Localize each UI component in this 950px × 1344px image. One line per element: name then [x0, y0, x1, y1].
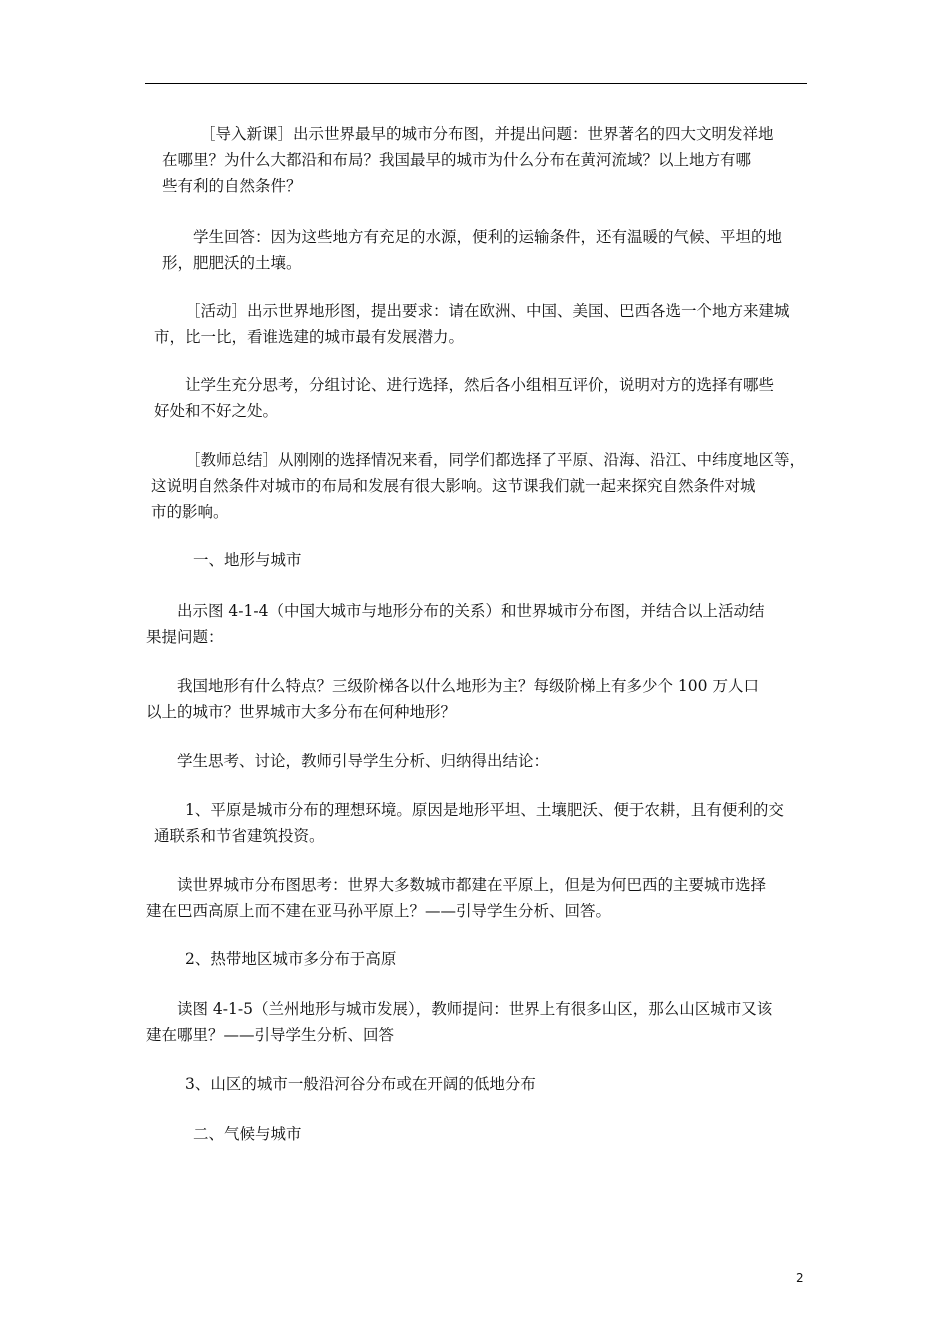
paragraph-questions-line-1: 我国地形有什么特点？三级阶梯各以什么地形为主？每级阶梯上有多少个 100 万人口: [177, 677, 759, 695]
paragraph-teacher-summary-line-3: 市的影响。: [151, 503, 229, 521]
paragraph-tropical-plateau: 2、热带地区城市多分布于高原: [185, 950, 397, 968]
paragraph-discussion-line-1: 让学生充分思考，分组讨论、进行选择，然后各小组相互评价，说明对方的选择有哪些: [185, 376, 775, 394]
paragraph-questions-line-2: 以上的城市？世界城市大多分布在何种地形？: [146, 703, 457, 721]
page-number: 2: [796, 1271, 804, 1285]
paragraph-intro-line-1: ［导入新课］出示世界最早的城市分布图，并提出问题：世界著名的四大文明发祥地: [200, 125, 774, 143]
paragraph-brazil-line-2: 建在巴西高原上而不建在亚马孙平原上？——引导学生分析、回答。: [146, 902, 612, 920]
section-heading-climate: 二、气候与城市: [193, 1125, 302, 1143]
paragraph-plain-line-2: 通联系和节省建筑投资。: [154, 827, 325, 845]
paragraph-student-thinking: 学生思考、讨论，教师引导学生分析、归纳得出结论：: [177, 752, 550, 770]
paragraph-intro-line-2: 在哪里？为什么大都沿和布局？我国最早的城市为什么分布在黄河流域？以上地方有哪: [162, 151, 752, 169]
paragraph-activity-line-2: 市，比一比，看谁选建的城市最有发展潜力。: [154, 328, 465, 346]
paragraph-intro-line-3: 些有利的自然条件？: [162, 177, 302, 195]
paragraph-discussion-line-2: 好处和不好之处。: [154, 402, 279, 420]
header-rule: [145, 83, 807, 84]
paragraph-figure-4-1-5-line-1: 读图 4-1-5（兰州地形与城市发展），教师提问：世界上有很多山区，那么山区城市又该: [177, 1000, 773, 1018]
paragraph-figure-4-1-4-line-2: 果提问题：: [146, 628, 224, 646]
paragraph-figure-4-1-5-line-2: 建在哪里？——引导学生分析、回答: [146, 1026, 395, 1044]
paragraph-student-answer-line-2: 形，肥肥沃的土壤。: [162, 254, 302, 272]
paragraph-figure-4-1-4-line-1: 出示图 4-1-4（中国大城市与地形分布的关系）和世界城市分布图，并结合以上活动结: [177, 602, 765, 620]
paragraph-teacher-summary-line-1: ［教师总结］从刚刚的选择情况来看，同学们都选择了平原、沿海、沿江、中纬度地区等，: [185, 451, 806, 469]
section-heading-terrain: 一、地形与城市: [193, 551, 302, 569]
paragraph-activity-line-1: ［活动］出示世界地形图，提出要求：请在欧洲、中国、美国、巴西各选一个地方来建城: [185, 302, 790, 320]
paragraph-plain-line-1: 1、平原是城市分布的理想环境。原因是地形平坦、土壤肥沃、便于农耕，且有便利的交: [185, 801, 784, 819]
paragraph-teacher-summary-line-2: 这说明自然条件对城市的布局和发展有很大影响。这节课我们就一起来探究自然条件对城: [151, 477, 756, 495]
paragraph-mountain-cities: 3、山区的城市一般沿河谷分布或在开阔的低地分布: [185, 1075, 536, 1093]
paragraph-student-answer-line-1: 学生回答：因为这些地方有充足的水源，便利的运输条件，还有温暖的气候、平坦的地: [193, 228, 783, 246]
paragraph-brazil-line-1: 读世界城市分布图思考：世界大多数城市都建在平原上，但是为何巴西的主要城市选择: [177, 876, 767, 894]
